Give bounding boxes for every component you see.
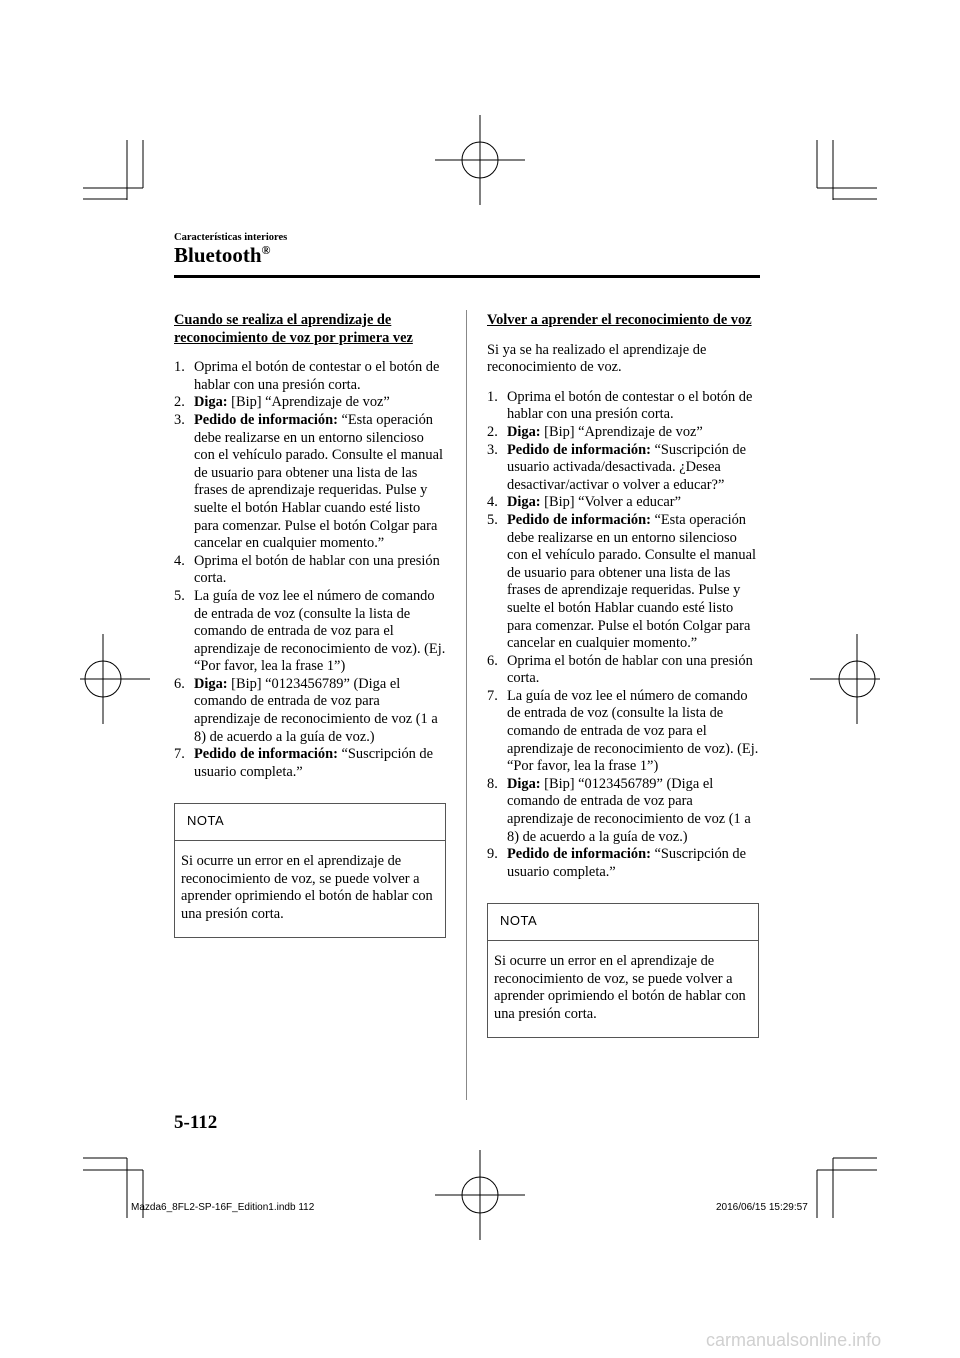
step-text: “Esta operación debe realizarse en un entorno silencioso con el vehículo parado. Consulte el manual de usuario para obtener una lista de las frases de aprendizaje requeridas. Pulse y suelte el botón Hablar cuando esté listo para comenzar. Pulse el botón Colgar para cancelar en cualquier momento.” (194, 411, 443, 552)
right-column (487, 312, 759, 1038)
step-label: Pedido de información: (194, 411, 338, 428)
note-box (487, 903, 759, 1038)
note-text: Si ocurre un error en el aprendizaje de reconocimiento de voz, se puede volver a aprender oprimiendo el botón de hablar con una presión corta. (494, 953, 746, 1022)
step-number: 6. (487, 652, 498, 669)
step-number: 5. (174, 587, 185, 604)
step-label: Diga: (194, 675, 228, 692)
step-number: 5. (487, 511, 498, 528)
step-text: Oprima el botón de contestar o el botón de hablar con una presión corta. (194, 359, 440, 393)
step-number: 8. (487, 775, 498, 792)
step-label: Diga: (194, 394, 228, 411)
title-text: Bluetooth (174, 243, 262, 267)
page-title (174, 243, 270, 268)
right-heading: Volver a aprender el reconocimiento de voz (487, 312, 752, 328)
right-intro: Si ya se ha realizado el aprendizaje de reconocimiento de voz. (487, 341, 707, 376)
step-label: Pedido de información: (194, 746, 338, 763)
section-label: Características interiores (174, 232, 288, 243)
note-text: Si ocurre un error en el aprendizaje de reconocimiento de voz, se puede volver a aprender oprimiendo el botón de hablar con una presión corta. (181, 853, 433, 922)
list-item (487, 776, 759, 846)
list-item (487, 389, 759, 424)
timestamp: 2016/06/15 15:29:57 (716, 1202, 808, 1213)
step-text: Oprima el botón de contestar o el botón de hablar con una presión corta. (507, 388, 753, 423)
file-info: Mazda6_8FL2-SP-16F_Edition1.indb 112 (131, 1202, 315, 1213)
step-label: Pedido de información: (507, 441, 651, 458)
step-number: 7. (487, 687, 498, 704)
step-number: 4. (487, 494, 498, 511)
page-number: 5-112 (174, 1112, 218, 1133)
step-number: 7. (174, 746, 185, 763)
step-text: [Bip] “0123456789” (Diga el comando de entrada de voz para aprendizaje de reconocimiento de voz (1 a 8) de acuerdo a la guía de voz.) (194, 675, 438, 745)
step-text: [Bip] “Aprendizaje de voz” (227, 394, 390, 411)
step-text: Oprima el botón de hablar con una presión corta. (507, 652, 753, 687)
step-number: 3. (487, 441, 498, 458)
step-number: 2. (487, 423, 498, 440)
list-item (174, 588, 446, 676)
step-text: [Bip] “Volver a educar” (540, 494, 681, 511)
list-item (174, 746, 446, 781)
step-number: 4. (174, 552, 185, 569)
step-text: La guía de voz lee el número de comando de entrada de voz (consulte la lista de comando de entrada de voz para el aprendizaje de reconocimiento de voz). (Ej. “Por favor, lea la frase 1”) (194, 587, 446, 675)
step-label: Pedido de información: (507, 846, 651, 863)
step-number: 1. (487, 388, 498, 405)
left-column (174, 312, 446, 938)
step-text: “Suscripción de usuario activada/desactivada. ¿Desea desactivar/activar o volver a educar?” (507, 441, 747, 493)
step-label: Diga: (507, 423, 541, 440)
list-item (174, 394, 446, 412)
list-item (487, 424, 759, 442)
step-number: 1. (174, 359, 185, 376)
left-heading: Cuando se realiza el aprendizaje de reconocimiento de voz por primera vez (174, 312, 413, 346)
note-title: NOTA (175, 804, 445, 841)
step-label: Diga: (507, 494, 541, 511)
column-divider (466, 310, 467, 1100)
step-text: Oprima el botón de hablar con una presión corta. (194, 552, 440, 587)
list-item (174, 553, 446, 588)
step-text: “Suscripción de usuario completa.” (194, 746, 434, 780)
step-number: 2. (174, 394, 185, 411)
note-box (174, 803, 446, 938)
right-steps (487, 389, 759, 882)
header-rule (174, 275, 760, 278)
step-number: 6. (174, 675, 185, 692)
step-label: Pedido de información: (507, 511, 651, 528)
list-item (487, 442, 759, 495)
list-item (487, 512, 759, 653)
step-text: “Esta operación debe realizarse en un entorno silencioso con el vehículo parado. Consulte el manual de usuario para obtener una lista de las frases de aprendizaje requeridas. Pulse y suelte el botón Hablar cuando esté listo para comenzar. Pulse el botón Colgar para cancelar en cualquier momento.” (507, 511, 756, 652)
list-item (487, 494, 759, 512)
list-item (174, 412, 446, 553)
step-text: “Suscripción de usuario completa.” (507, 846, 747, 880)
list-item (487, 688, 759, 776)
step-text: [Bip] “0123456789” (Diga el comando de entrada de voz para aprendizaje de reconocimiento de voz (1 a 8) de acuerdo a la guía de voz.) (507, 775, 751, 845)
list-item (487, 653, 759, 688)
list-item (174, 359, 446, 394)
step-text: [Bip] “Aprendizaje de voz” (540, 423, 703, 440)
step-number: 9. (487, 846, 498, 863)
list-item (174, 676, 446, 746)
watermark: carmanualsonline.info (706, 1330, 882, 1350)
note-title: NOTA (488, 904, 758, 941)
list-item (487, 846, 759, 881)
left-steps (174, 359, 446, 781)
step-label: Diga: (507, 775, 541, 792)
registered-mark: ® (261, 243, 271, 257)
step-text: La guía de voz lee el número de comando de entrada de voz (consulte la lista de comando de entrada de voz para el aprendizaje de reconocimiento de voz). (Ej. “Por favor, lea la frase 1”) (507, 687, 759, 775)
step-number: 3. (174, 411, 185, 428)
